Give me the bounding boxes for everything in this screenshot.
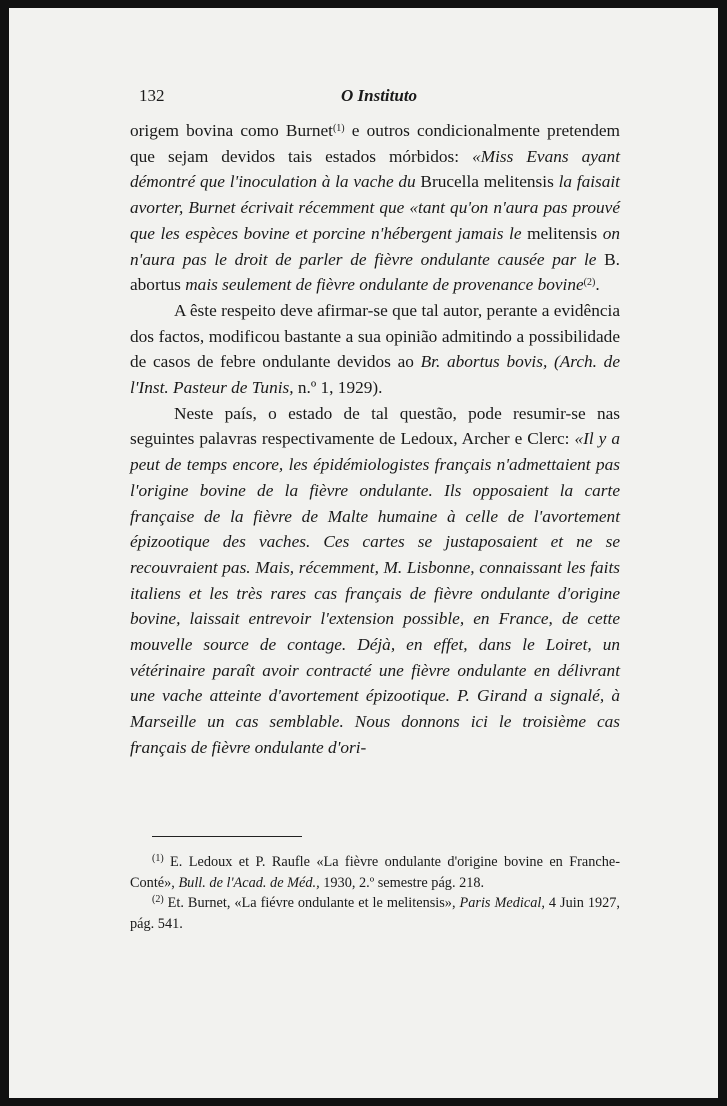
paragraph-p2-run-2: n.º 1, 1929). [293,378,383,398]
footnote-fn1-run-3: 1930, 2.º semestre pág. 218. [319,874,485,891]
paragraph-p1 [130,118,620,298]
page-number: 132 [139,86,165,105]
paragraph-p1-run-1: (1) [332,123,345,134]
main-text [130,118,620,761]
paragraph-p1-run-4: Brucella melitensis [420,172,559,192]
footnote-2 [130,893,620,934]
footnote-fn1-run-0: (1) [152,853,164,864]
paragraph-p1-run-6: melitensis [527,223,603,243]
paragraph-p3 [130,401,620,761]
footnote-fn2-run-2: Paris Medical, [459,895,545,911]
paragraph-p3-run-1: «Il y a peut de temps encore, les épidémiologistes français n'admettaient pas l'origine bovine de la fièvre ondulante. Ils opposaient la carte française de la fièvre de Malte humaine à celle de l'avortement épizootique des vaches. Ces cartes se justaposaient et ne se recouvraient pas. Mais, récemment, M. Lisbonne, connaissant les faits italiens et les très rares cas français de fièvre ondulante d'origine bovine, laissait entrevoir l'extension possible, en France, de cette mouvelle source de contage. Déjà, en effet, dans le Loiret, un vétérinaire paraît avoir contracté une fièvre ondulante en délivrant une vache atteinte d'avortement épizootique. P. Girand a signalé, à Marseille un cas semblable. Nous donnons ici le troisième cas français de fièvre ondulante d'ori- [130,429,620,757]
paragraph-p1-run-2: e outros condicionalmente pretendem que sejam devidos tais estados mórbidos: [130,121,620,166]
journal-title: O Instituto [341,86,418,105]
running-header [139,86,629,110]
paragraph-p3-run-0: Neste país, o estado de tal questão, pode resumir-se nas seguintes palavras respectivamente de Ledoux, Archer e Clerc: [130,403,620,449]
footnote-1 [130,852,620,893]
footnote-fn1-run-2: Bull. de l'Acad. de Méd., [178,874,320,891]
footnotes [130,852,620,934]
footnote-fn2-run-1: Et. Burnet, «La fiévre ondulante et le melitensis», [163,895,460,911]
footnote-fn2-run-0: (2) [152,894,164,905]
paragraph-p2-run-1: Br. abortus bovis, (Arch. de l'Inst. Pasteur de Tunis, [130,352,620,398]
footnote-fn2-run-3: 4 Juin 1927, pág. 541. [130,895,620,932]
paragraph-p1-run-7: on n'aura pas le droit de parler de fièvre ondulante causée par le [130,223,620,269]
paragraph-p1-run-0: origem bovina como Burnet [130,121,333,140]
paragraph-p2 [130,298,620,401]
footnote-fn1-run-1: E. Ledoux et P. Raufle «La fièvre ondulante d'origine bovine en Franche-Conté», [130,854,620,891]
paragraph-p1-run-5: la faisait avorter, Burnet écrivait récemment que «tant qu'on n'aura pas prouvé que les espèces bovine et porcine n'hébergent jamais le [130,172,620,243]
paragraph-p1-run-11: . [595,275,600,295]
footnote-separator [152,836,302,837]
paragraph-p1-run-9: mais seulement de fièvre ondulante de provenance bovine [185,275,584,295]
paragraph-p1-run-8: B. abortus [130,249,620,295]
paragraph-p1-run-3: «Miss Evans ayant démontré que l'inoculation à la vache du [130,146,620,192]
paragraph-p1-run-10: (2) [583,277,596,289]
paragraph-p2-run-0: A êste respeito deve afirmar-se que tal autor, perante a evidência dos factos, modificou bastante a sua opinião admitindo a possibilidade de casos de febre ondulante devidos ao [130,300,620,372]
